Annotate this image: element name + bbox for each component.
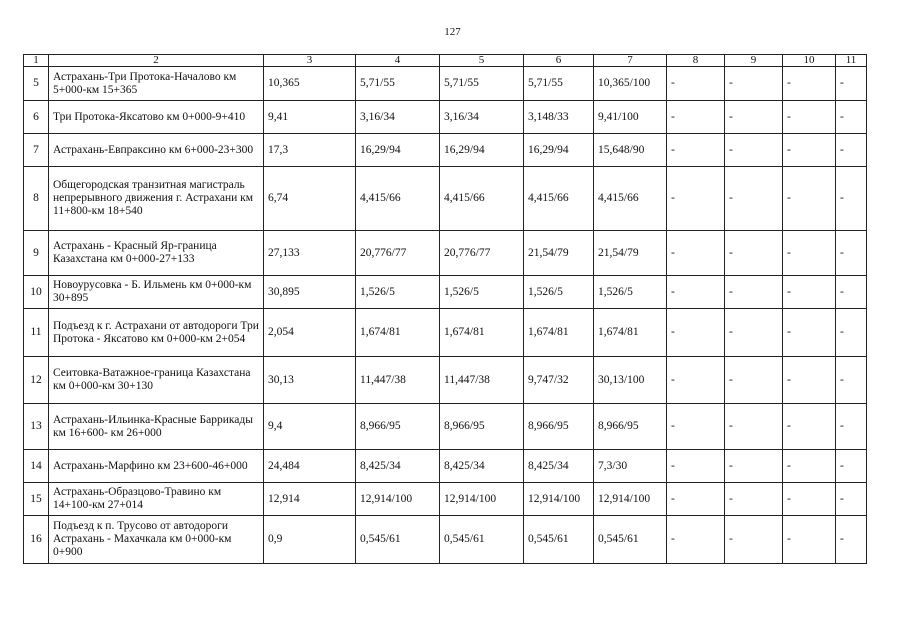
row-number: 7 <box>24 134 49 167</box>
value-cell-7: 15,648/90 <box>594 134 667 167</box>
value-cell-11: - <box>836 231 867 276</box>
table-row <box>24 404 867 450</box>
value-cell-9: - <box>725 101 783 134</box>
value-cell-4: 3,16/34 <box>356 101 440 134</box>
table-header <box>24 55 867 67</box>
row-number: 14 <box>24 450 49 483</box>
value-cell-5: 8,425/34 <box>440 450 524 483</box>
value-cell-5: 20,776/77 <box>440 231 524 276</box>
value-cell-8: - <box>667 357 725 404</box>
value-cell-6: 8,966/95 <box>524 404 594 450</box>
value-cell-8: - <box>667 404 725 450</box>
road-name: Астрахань-Евпраксино км 6+000-23+300 <box>49 134 264 167</box>
table-row <box>24 101 867 134</box>
length-cell: 30,13 <box>264 357 356 404</box>
length-cell: 2,054 <box>264 309 356 357</box>
road-name: Астрахань-Ильинка-Красные Баррикады км 16+600- км 26+000 <box>49 404 264 450</box>
value-cell-11: - <box>836 483 867 516</box>
value-cell-7: 21,54/79 <box>594 231 667 276</box>
value-cell-10: - <box>783 167 836 231</box>
road-name: Сеитовка-Ватажное-граница Казахстана км 0+000-км 30+130 <box>49 357 264 404</box>
value-cell-9: - <box>725 483 783 516</box>
value-cell-9: - <box>725 231 783 276</box>
length-cell: 27,133 <box>264 231 356 276</box>
table-body <box>24 67 867 564</box>
value-cell-9: - <box>725 167 783 231</box>
value-cell-11: - <box>836 450 867 483</box>
value-cell-11: - <box>836 101 867 134</box>
value-cell-7: 10,365/100 <box>594 67 667 101</box>
value-cell-7: 8,966/95 <box>594 404 667 450</box>
road-name: Подъезд к г. Астрахани от автодороги Три Протока - Яксатово км 0+000-км 2+054 <box>49 309 264 357</box>
value-cell-8: - <box>667 450 725 483</box>
value-cell-11: - <box>836 276 867 309</box>
value-cell-4: 12,914/100 <box>356 483 440 516</box>
value-cell-9: - <box>725 516 783 564</box>
row-number: 15 <box>24 483 49 516</box>
column-header-2: 2 <box>49 55 264 67</box>
table-row <box>24 167 867 231</box>
table-row <box>24 276 867 309</box>
column-header-11: 11 <box>836 55 867 67</box>
table-row <box>24 450 867 483</box>
value-cell-11: - <box>836 309 867 357</box>
value-cell-4: 11,447/38 <box>356 357 440 404</box>
value-cell-9: - <box>725 276 783 309</box>
length-cell: 9,4 <box>264 404 356 450</box>
value-cell-6: 21,54/79 <box>524 231 594 276</box>
value-cell-8: - <box>667 516 725 564</box>
column-header-3: 3 <box>264 55 356 67</box>
column-header-6: 6 <box>524 55 594 67</box>
value-cell-6: 1,674/81 <box>524 309 594 357</box>
value-cell-9: - <box>725 134 783 167</box>
road-name: Астрахань-Образцово-Травино км 14+100-км 27+014 <box>49 483 264 516</box>
value-cell-11: - <box>836 516 867 564</box>
column-header-1: 1 <box>24 55 49 67</box>
value-cell-8: - <box>667 101 725 134</box>
value-cell-6: 8,425/34 <box>524 450 594 483</box>
column-header-9: 9 <box>725 55 783 67</box>
value-cell-6: 9,747/32 <box>524 357 594 404</box>
value-cell-11: - <box>836 134 867 167</box>
column-header-4: 4 <box>356 55 440 67</box>
header-row <box>24 55 867 67</box>
row-number: 6 <box>24 101 49 134</box>
value-cell-5: 3,16/34 <box>440 101 524 134</box>
value-cell-7: 12,914/100 <box>594 483 667 516</box>
value-cell-8: - <box>667 134 725 167</box>
value-cell-6: 0,545/61 <box>524 516 594 564</box>
length-cell: 12,914 <box>264 483 356 516</box>
row-number: 13 <box>24 404 49 450</box>
value-cell-4: 16,29/94 <box>356 134 440 167</box>
road-name: Астрахань-Марфино км 23+600-46+000 <box>49 450 264 483</box>
value-cell-7: 9,41/100 <box>594 101 667 134</box>
value-cell-11: - <box>836 67 867 101</box>
value-cell-7: 1,674/81 <box>594 309 667 357</box>
value-cell-11: - <box>836 404 867 450</box>
value-cell-6: 1,526/5 <box>524 276 594 309</box>
value-cell-5: 11,447/38 <box>440 357 524 404</box>
value-cell-4: 4,415/66 <box>356 167 440 231</box>
value-cell-7: 1,526/5 <box>594 276 667 309</box>
value-cell-5: 1,674/81 <box>440 309 524 357</box>
table-row <box>24 309 867 357</box>
table-row <box>24 516 867 564</box>
length-cell: 24,484 <box>264 450 356 483</box>
value-cell-11: - <box>836 167 867 231</box>
value-cell-5: 8,966/95 <box>440 404 524 450</box>
value-cell-6: 12,914/100 <box>524 483 594 516</box>
value-cell-10: - <box>783 101 836 134</box>
value-cell-9: - <box>725 357 783 404</box>
value-cell-4: 1,674/81 <box>356 309 440 357</box>
table-row <box>24 357 867 404</box>
value-cell-10: - <box>783 67 836 101</box>
value-cell-10: - <box>783 516 836 564</box>
row-number: 16 <box>24 516 49 564</box>
value-cell-6: 4,415/66 <box>524 167 594 231</box>
value-cell-5: 1,526/5 <box>440 276 524 309</box>
value-cell-5: 5,71/55 <box>440 67 524 101</box>
length-cell: 9,41 <box>264 101 356 134</box>
value-cell-10: - <box>783 276 836 309</box>
column-header-5: 5 <box>440 55 524 67</box>
value-cell-9: - <box>725 404 783 450</box>
table-row <box>24 483 867 516</box>
length-cell: 10,365 <box>264 67 356 101</box>
table-row <box>24 134 867 167</box>
value-cell-8: - <box>667 483 725 516</box>
value-cell-9: - <box>725 67 783 101</box>
table-row <box>24 231 867 276</box>
value-cell-11: - <box>836 357 867 404</box>
value-cell-10: - <box>783 404 836 450</box>
value-cell-5: 0,545/61 <box>440 516 524 564</box>
value-cell-9: - <box>725 450 783 483</box>
length-cell: 0,9 <box>264 516 356 564</box>
value-cell-4: 20,776/77 <box>356 231 440 276</box>
column-header-8: 8 <box>667 55 725 67</box>
value-cell-7: 0,545/61 <box>594 516 667 564</box>
length-cell: 30,895 <box>264 276 356 309</box>
value-cell-6: 16,29/94 <box>524 134 594 167</box>
roads-table <box>23 54 867 564</box>
value-cell-5: 16,29/94 <box>440 134 524 167</box>
row-number: 10 <box>24 276 49 309</box>
value-cell-9: - <box>725 309 783 357</box>
value-cell-6: 5,71/55 <box>524 67 594 101</box>
value-cell-10: - <box>783 134 836 167</box>
value-cell-10: - <box>783 483 836 516</box>
length-cell: 17,3 <box>264 134 356 167</box>
row-number: 12 <box>24 357 49 404</box>
road-name: Три Протока-Яксатово км 0+000-9+410 <box>49 101 264 134</box>
value-cell-7: 7,3/30 <box>594 450 667 483</box>
length-cell: 6,74 <box>264 167 356 231</box>
road-name: Подъезд к п. Трусово от автодороги Астрахань - Махачкала км 0+000-км 0+900 <box>49 516 264 564</box>
value-cell-4: 8,425/34 <box>356 450 440 483</box>
page-number: 127 <box>444 26 461 38</box>
row-number: 11 <box>24 309 49 357</box>
value-cell-6: 3,148/33 <box>524 101 594 134</box>
value-cell-10: - <box>783 357 836 404</box>
value-cell-10: - <box>783 231 836 276</box>
value-cell-10: - <box>783 309 836 357</box>
road-name: Новоурусовка - Б. Ильмень км 0+000-км 30+895 <box>49 276 264 309</box>
column-header-7: 7 <box>594 55 667 67</box>
value-cell-4: 8,966/95 <box>356 404 440 450</box>
value-cell-8: - <box>667 276 725 309</box>
row-number: 5 <box>24 67 49 101</box>
road-name: Астрахань - Красный Яр-граница Казахстана км 0+000-27+133 <box>49 231 264 276</box>
value-cell-7: 4,415/66 <box>594 167 667 231</box>
row-number: 8 <box>24 167 49 231</box>
value-cell-10: - <box>783 450 836 483</box>
column-header-10: 10 <box>783 55 836 67</box>
value-cell-4: 0,545/61 <box>356 516 440 564</box>
value-cell-7: 30,13/100 <box>594 357 667 404</box>
value-cell-4: 1,526/5 <box>356 276 440 309</box>
road-name: Общегородская транзитная магистраль непрерывного движения г. Астрахани км 11+800-км 18+540 <box>49 167 264 231</box>
table-row <box>24 67 867 101</box>
value-cell-4: 5,71/55 <box>356 67 440 101</box>
value-cell-8: - <box>667 309 725 357</box>
road-name: Астрахань-Три Протока-Началово км 5+000-км 15+365 <box>49 67 264 101</box>
row-number: 9 <box>24 231 49 276</box>
value-cell-8: - <box>667 231 725 276</box>
value-cell-8: - <box>667 67 725 101</box>
value-cell-5: 4,415/66 <box>440 167 524 231</box>
value-cell-8: - <box>667 167 725 231</box>
value-cell-5: 12,914/100 <box>440 483 524 516</box>
